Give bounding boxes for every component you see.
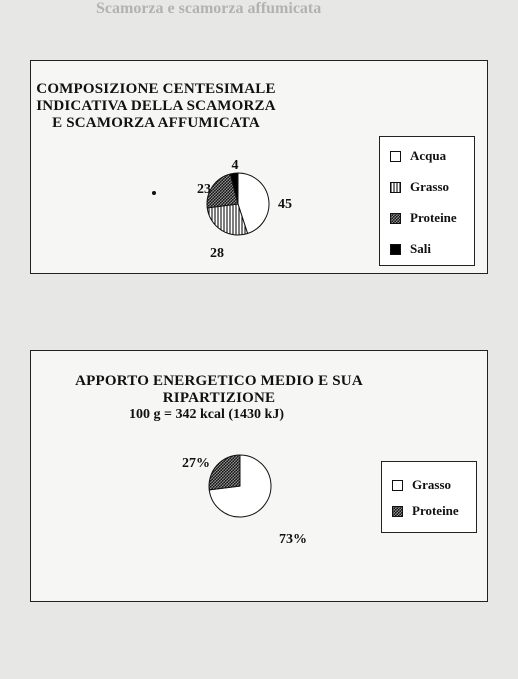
- legend-swatch-sali: [390, 244, 401, 255]
- energy-legend: [381, 461, 477, 533]
- chart-title: COMPOSIZIONE CENTESIMALE INDICATIVA DELLA SCAMORZA E SCAMORZA AFFUMICATA: [36, 81, 276, 131]
- pie-data-label-acqua: 45: [278, 197, 292, 212]
- legend-item-proteine: [392, 502, 459, 520]
- chart-title: APPORTO ENERGETICO MEDIO E SUA RIPARTIZIONE: [75, 373, 363, 406]
- pie-data-label-proteine: 27%: [182, 456, 210, 471]
- pie-data-label-grasso: 28: [210, 246, 224, 261]
- composition-pie-chart: [151, 157, 301, 297]
- pie-data-label-proteine: 23: [197, 182, 211, 197]
- legend-swatch-proteine: [390, 213, 401, 224]
- legend-swatch-grasso: [392, 480, 403, 491]
- legend-label: Sali: [410, 241, 431, 256]
- pie-slice-proteine: [209, 455, 240, 490]
- pie-data-label-sali: 4: [231, 158, 239, 173]
- legend-label: Proteine: [412, 503, 459, 518]
- background-page-title: Scamorza e scamorza affumicata: [96, 0, 322, 17]
- pie-data-label-grasso: 73%: [279, 532, 307, 547]
- chart-subtitle: 100 g = 342 kcal (1430 kJ): [129, 407, 284, 422]
- composition-legend: [379, 136, 475, 266]
- legend-item-proteine: [390, 209, 457, 227]
- legend-label: Acqua: [410, 148, 447, 163]
- legend-swatch-proteine: [392, 506, 403, 517]
- legend-item-sali: [390, 240, 431, 258]
- legend-swatch-grasso: [390, 182, 401, 193]
- legend-item-acqua: [390, 147, 446, 165]
- legend-item-grasso: [390, 178, 449, 196]
- legend-item-grasso: [392, 476, 451, 494]
- legend-label: Proteine: [410, 210, 457, 225]
- energy-pie-chart: [141, 441, 307, 551]
- legend-label: Grasso: [412, 477, 451, 492]
- legend-label: Grasso: [410, 179, 449, 194]
- composition-chart-panel: [30, 60, 488, 274]
- legend-swatch-acqua: [390, 151, 401, 162]
- energy-chart-panel: [30, 350, 488, 602]
